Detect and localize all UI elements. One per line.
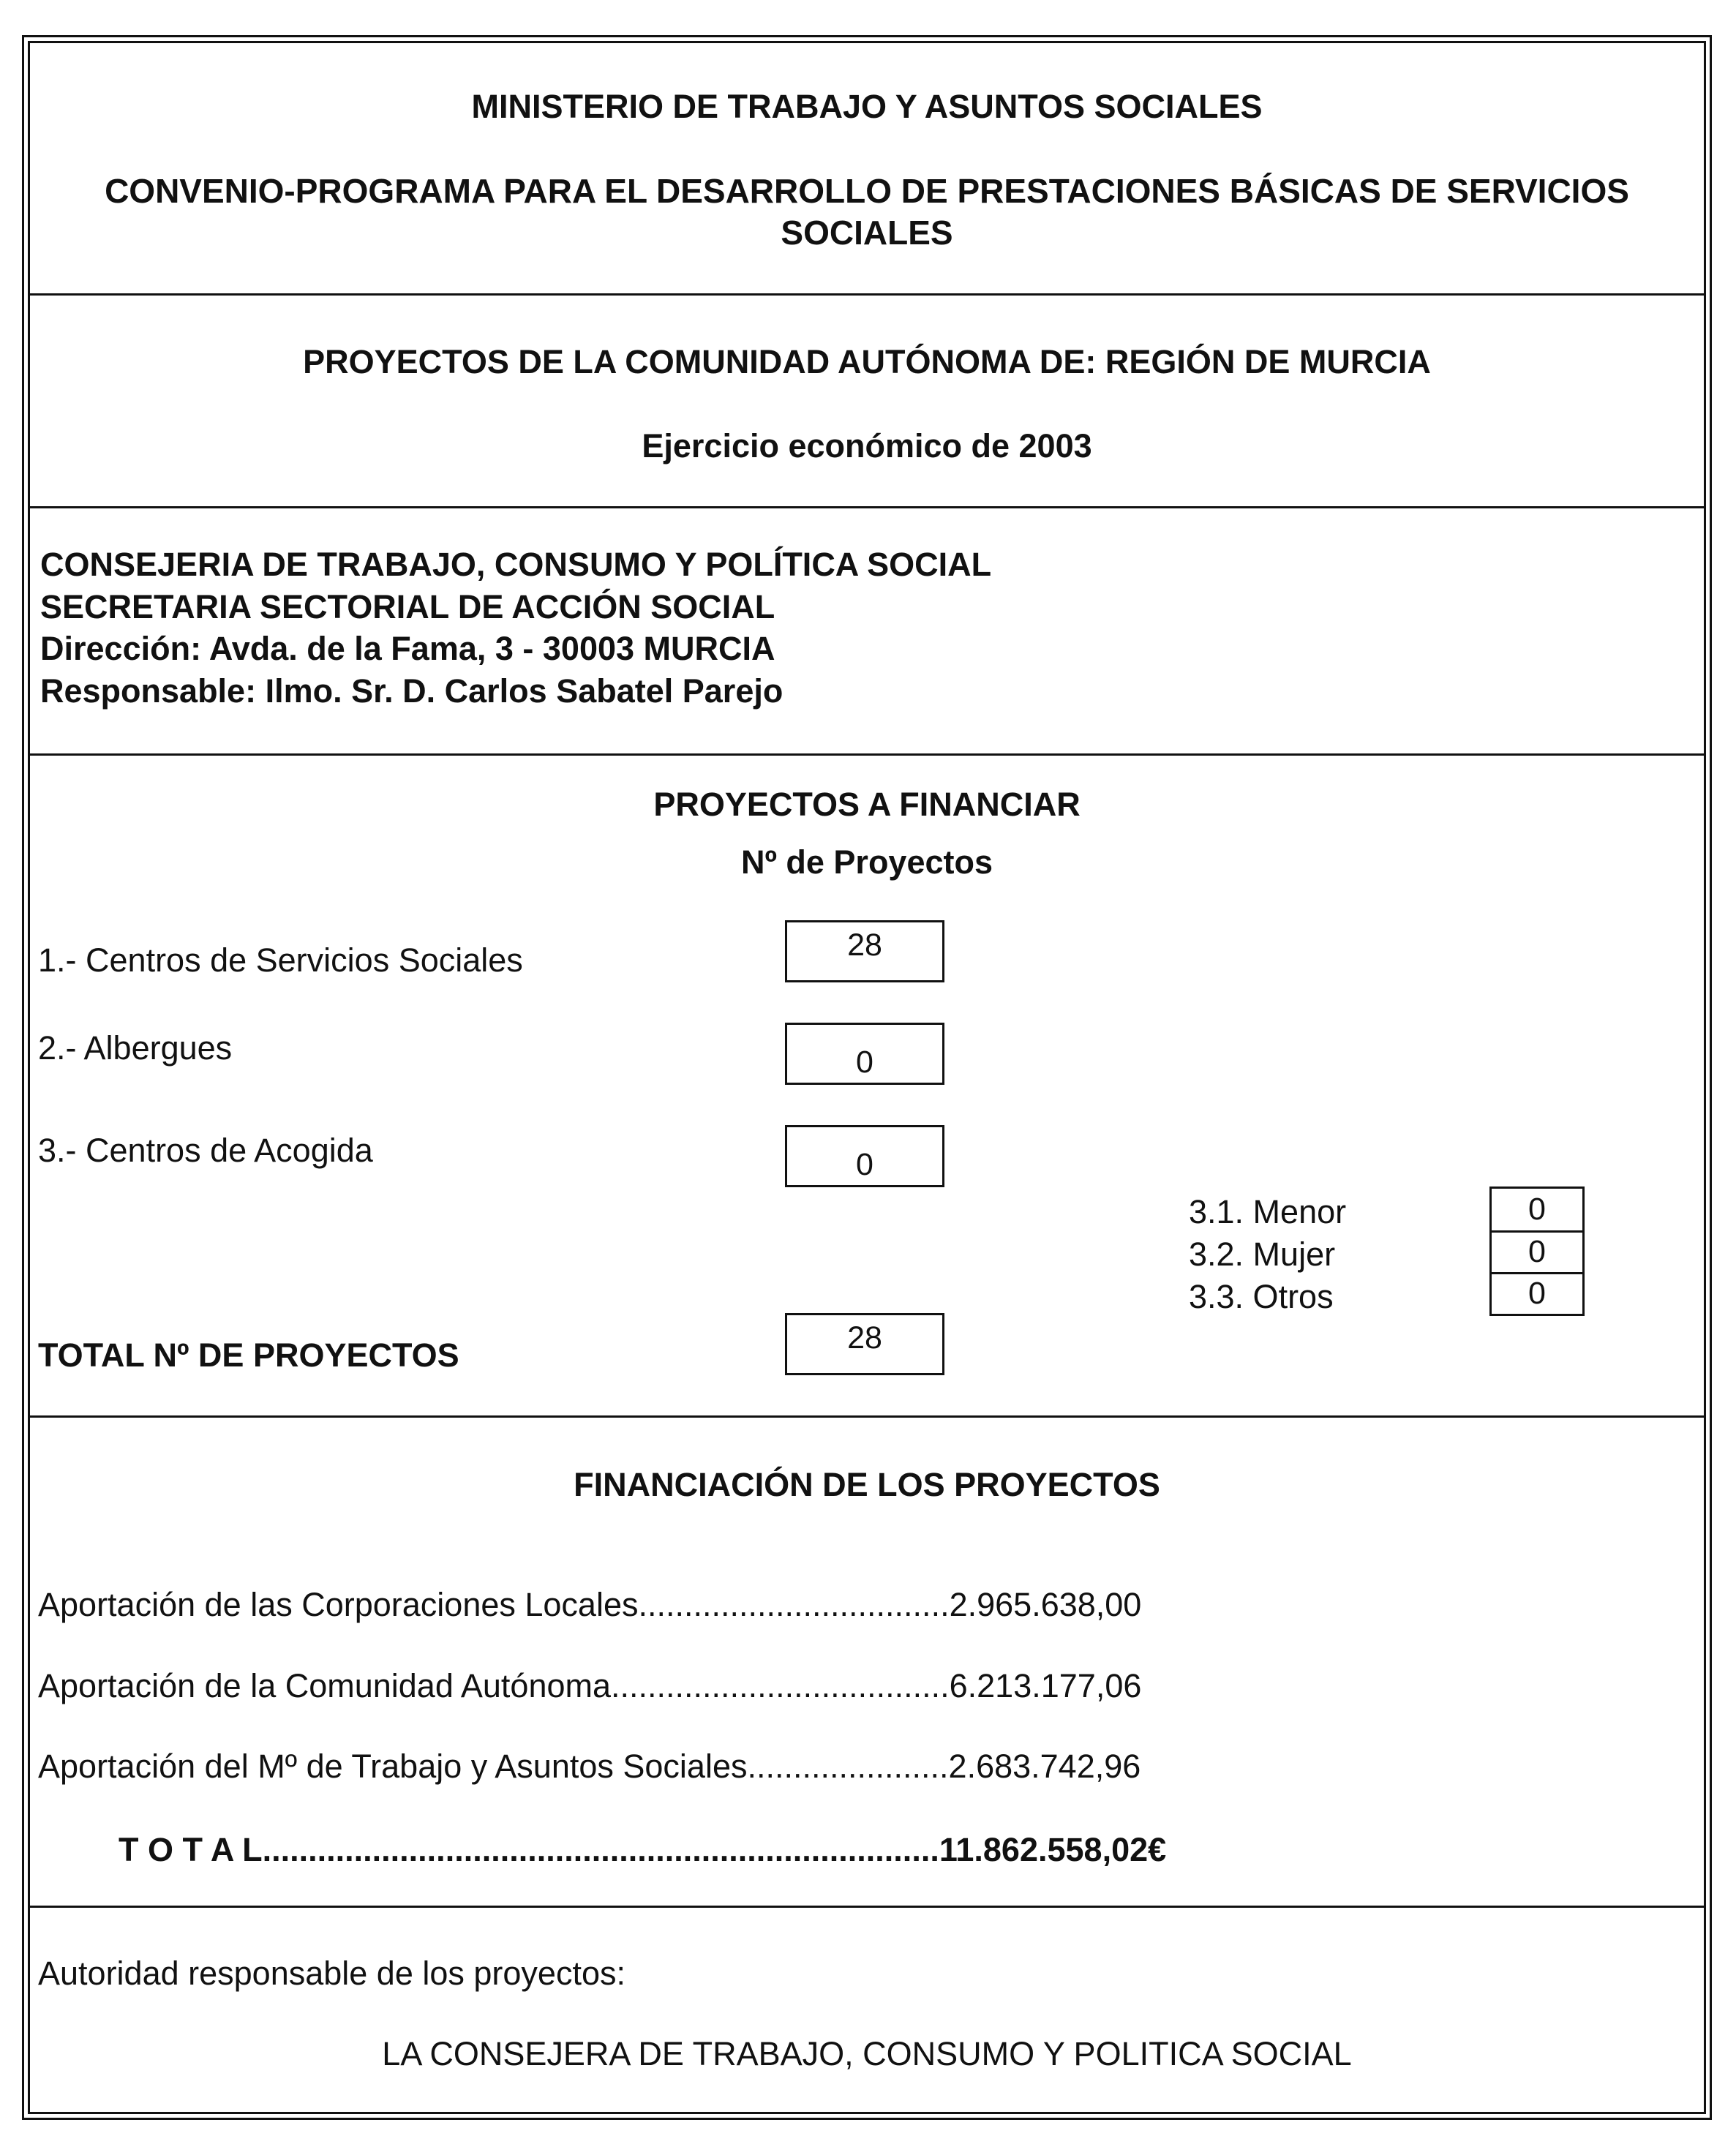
financing-title: FINANCIACIÓN DE LOS PROYECTOS xyxy=(574,1466,1160,1503)
sub-project-count-others: 0 xyxy=(1528,1276,1546,1311)
leader-dots: .................................. xyxy=(638,1586,950,1623)
section-divider xyxy=(28,506,1706,508)
projects-count-header: Nº de Proyectos xyxy=(740,843,993,881)
section-divider xyxy=(28,753,1706,756)
financing-label-local: Aportación de las Corporaciones Locales xyxy=(38,1586,639,1623)
projects-total-label: TOTAL Nº DE PROYECTOS xyxy=(38,1336,459,1374)
sub-project-label-women: 3.2. Mujer xyxy=(1189,1236,1336,1273)
financing-total-label: T O T A L xyxy=(119,1831,263,1868)
sub-project-count-minor: 0 xyxy=(1528,1192,1546,1227)
authority-label: Autoridad responsable de los proyectos: xyxy=(38,1955,625,1992)
authority-signatory: LA CONSEJERA DE TRABAJO, CONSUMO Y POLITICA SOCIAL xyxy=(382,2035,1352,2072)
project-count-social-centers: 28 xyxy=(785,920,944,982)
leader-dots: ...................... xyxy=(747,1748,949,1785)
department-address: Dirección: Avda. de la Fama, 3 - 30003 MURCIA xyxy=(40,630,775,667)
leader-dots: ..................................... xyxy=(611,1667,950,1704)
sub-project-count-women: 0 xyxy=(1528,1234,1546,1269)
financing-total-amount: 11.862.558,02€ xyxy=(939,1831,1167,1868)
financing-total-row xyxy=(119,1833,1166,1866)
ministry-title: MINISTERIO DE TRABAJO Y ASUNTOS SOCIALES xyxy=(471,88,1263,125)
financing-row-local xyxy=(38,1588,1141,1621)
project-count-reception-centers: 0 xyxy=(785,1125,944,1187)
financing-label-regional: Aportación de la Comunidad Autónoma xyxy=(38,1667,612,1704)
financing-label-ministry: Aportación del Mº de Trabajo y Asuntos Sociales xyxy=(38,1748,748,1785)
financing-amount-regional: 6.213.177,06 xyxy=(949,1667,1142,1704)
financing-amount-ministry: 2.683.742,96 xyxy=(948,1748,1141,1785)
financing-amount-local: 2.965.638,00 xyxy=(949,1586,1142,1623)
department-name: CONSEJERIA DE TRABAJO, CONSUMO Y POLÍTICA SOCIAL xyxy=(40,546,992,583)
fiscal-year: Ejercicio económico de 2003 xyxy=(642,427,1092,465)
project-label-shelters: 2.- Albergues xyxy=(38,1029,233,1067)
region-title: PROYECTOS DE LA COMUNIDAD AUTÓNOMA DE: REGIÓN DE MURCIA xyxy=(303,343,1431,380)
department-responsible: Responsable: Ilmo. Sr. D. Carlos Sabatel Parejo xyxy=(40,672,784,710)
section-divider xyxy=(28,293,1706,296)
sub-project-counts-table xyxy=(1489,1187,1585,1316)
agreement-title-line2: SOCIALES xyxy=(781,214,953,252)
leader-dots: .......................................................................... xyxy=(262,1831,939,1868)
project-label-reception-centers: 3.- Centros de Acogida xyxy=(38,1132,373,1169)
financing-row-ministry xyxy=(38,1750,1141,1783)
section-divider xyxy=(28,1906,1706,1908)
projects-title: PROYECTOS A FINANCIAR xyxy=(653,786,1081,823)
financing-row-regional xyxy=(38,1669,1141,1702)
department-secretariat: SECRETARIA SECTORIAL DE ACCIÓN SOCIAL xyxy=(40,588,775,625)
agreement-title-line1: CONVENIO-PROGRAMA PARA EL DESARROLLO DE PRESTACIONES BÁSICAS DE SERVICIOS xyxy=(105,172,1629,210)
projects-total-count: 28 xyxy=(785,1313,944,1375)
project-label-social-centers: 1.- Centros de Servicios Sociales xyxy=(38,941,523,979)
sub-project-label-others: 3.3. Otros xyxy=(1189,1278,1334,1315)
section-divider xyxy=(28,1415,1706,1418)
project-count-shelters: 0 xyxy=(785,1023,944,1085)
sub-project-label-minor: 3.1. Menor xyxy=(1189,1193,1347,1230)
